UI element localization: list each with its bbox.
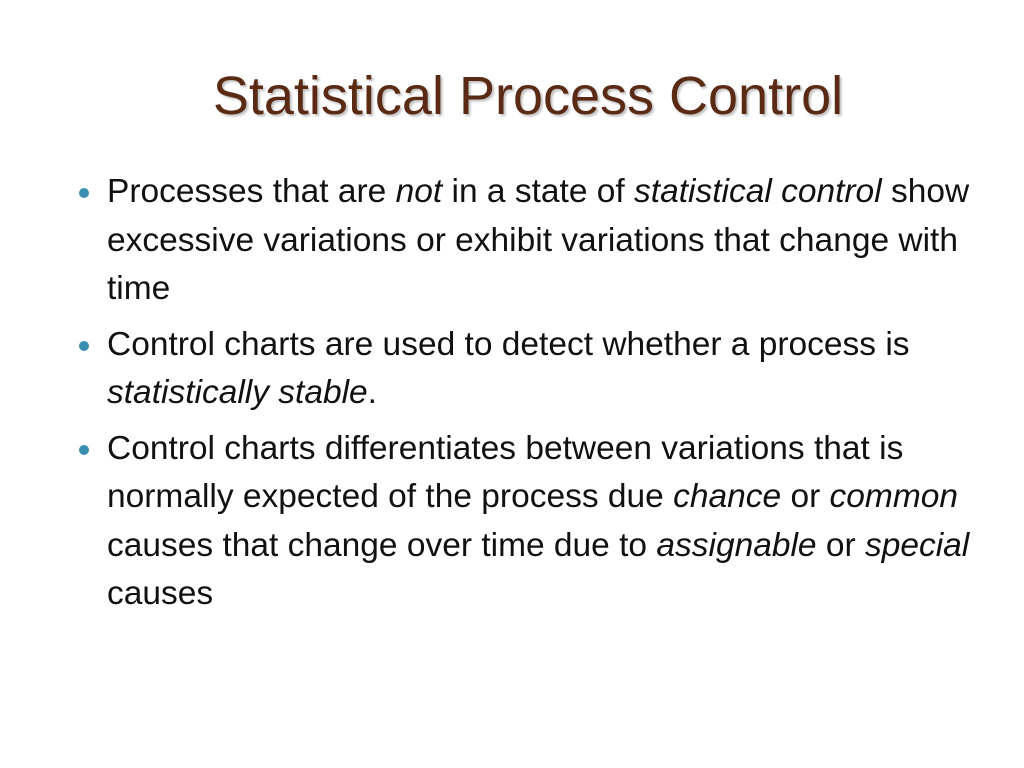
bullet-text-run: show excessive variations or exhibit variations that change with time (107, 173, 970, 307)
bullet-item (0, 321, 1024, 418)
bullet-dot-icon (79, 445, 89, 455)
bullet-item (0, 168, 1024, 314)
slide-title: Statistical Process Control (212, 66, 844, 126)
bullet-text-run-italic: chance (673, 478, 782, 515)
bullet-text-run-italic: statistical control (634, 173, 882, 210)
bullet-text-run-italic: assignable (656, 526, 817, 564)
bullet-text-run-italic: not (395, 173, 443, 210)
bullet-item (0, 425, 1024, 619)
bullet-text-run: . (367, 374, 377, 411)
bullet-dot-icon (79, 341, 89, 351)
bullet-text-run-italic: statistically stable (107, 374, 368, 411)
bullet-list (0, 168, 1024, 626)
bullet-text-run: or (781, 478, 830, 515)
bullet-text-run-italic: special (864, 526, 970, 564)
bullet-text-run: in a state of (442, 173, 635, 210)
bullet-text-run: or (816, 526, 865, 564)
bullet-text-run-italic: common (829, 478, 959, 515)
bullet-text-run: causes that change over time due to (107, 526, 657, 564)
bullet-text-run: Processes that are (107, 173, 396, 210)
bullet-text-run: causes (107, 575, 214, 612)
bullet-text-run: Control charts differentiates between variations that is normally expected of the process due (107, 429, 904, 515)
bullet-text-run: Control charts are used to detect whether a process is (107, 325, 910, 363)
bullet-dot-icon (79, 188, 89, 198)
